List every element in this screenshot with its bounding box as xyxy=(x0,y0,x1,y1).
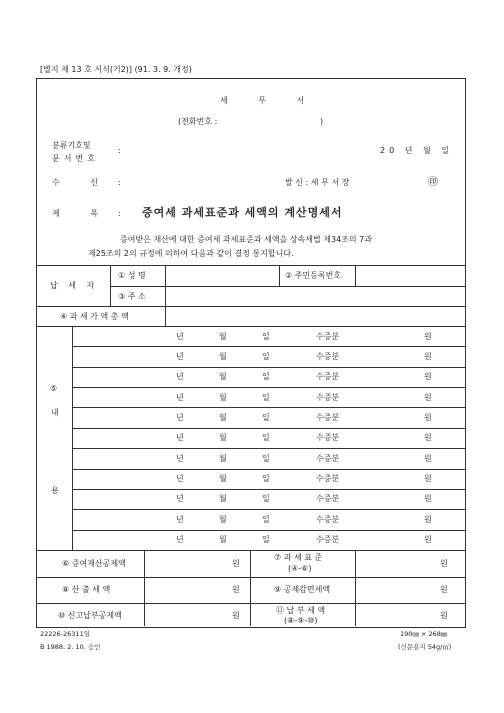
phone-close: ) xyxy=(320,117,324,126)
row-month: 월 xyxy=(219,474,227,483)
row-day: 일 xyxy=(262,494,270,504)
row-month: 월 xyxy=(219,372,227,382)
row-received: 수증분 xyxy=(316,494,340,504)
row-year: 년 xyxy=(176,474,184,483)
row-day: 일 xyxy=(262,453,270,463)
body-line-2: 제25조의 2의 규정에 의하여 다음과 같이 결정 통지합니다. xyxy=(88,249,294,258)
f11-won: 원 xyxy=(440,611,448,620)
row-won: 원 xyxy=(424,514,432,524)
f11-formula: (⑧-⑨-⑩) xyxy=(284,616,318,625)
office-title: 세 무 서 xyxy=(220,96,319,105)
footer-approval: B 1988. 2. 10. 승인 xyxy=(40,643,101,651)
f10-label: ⑩ 신고납부공제액 xyxy=(58,611,122,620)
row-month: 월 xyxy=(219,535,227,545)
f11-label: ⑪ 납 부 세 액 xyxy=(276,606,326,615)
row-won: 원 xyxy=(424,331,432,341)
row-won: 원 xyxy=(424,433,432,443)
f7-label: ⑦ 과 세 표 준 xyxy=(274,553,323,562)
row-received: 수증분 xyxy=(316,331,340,341)
row-month: 월 xyxy=(219,412,227,422)
f6-label: ⑥ 증여재산공제액 xyxy=(62,559,126,568)
row-day: 일 xyxy=(262,372,270,382)
row-day: 일 xyxy=(262,392,270,402)
taxpayer-label: 납 세 자 xyxy=(50,281,99,290)
row-month: 월 xyxy=(219,433,227,443)
address-label: ③ 주 소 xyxy=(118,292,146,301)
taxable-total-label: ④ 과 세 가 액 총 액 xyxy=(60,312,129,321)
f10-won: 원 xyxy=(232,611,240,620)
row-won: 원 xyxy=(424,474,432,483)
row-year: 년 xyxy=(176,392,184,402)
row-received: 수증분 xyxy=(316,474,340,483)
row-year: 년 xyxy=(176,453,184,463)
row-won: 원 xyxy=(424,351,432,361)
footer-paper: (신문용지 54g/㎡) xyxy=(398,643,452,651)
row-month: 월 xyxy=(219,453,227,463)
recipient-colon: : xyxy=(118,178,121,187)
phone-label: (전화번호 : xyxy=(178,117,218,126)
row-received: 수증분 xyxy=(316,372,340,382)
row-received: 수증분 xyxy=(316,412,340,422)
footer-size: 190㎜ × 268㎜ xyxy=(400,630,448,638)
row-month: 월 xyxy=(219,494,227,504)
row-year: 년 xyxy=(176,372,184,382)
row-received: 수증분 xyxy=(316,514,340,524)
f9-label: ⑨ 공제감면세액 xyxy=(274,585,331,594)
f6-won: 원 xyxy=(232,559,240,568)
row-month: 월 xyxy=(219,331,227,341)
f8-won: 원 xyxy=(232,585,240,594)
row-year: 년 xyxy=(176,494,184,504)
footer-code: 22226-26311일 xyxy=(40,630,90,638)
row-year: 년 xyxy=(176,351,184,361)
row-won: 원 xyxy=(424,412,432,422)
row-received: 수증분 xyxy=(316,535,340,545)
issue-date: 20 년 월 일 xyxy=(380,146,453,155)
f7-won: 원 xyxy=(440,559,448,568)
form-header: [별지 제 13 호 서식(기2)] (91. 3. 9. 개정) xyxy=(40,65,192,74)
row-day: 일 xyxy=(262,433,270,443)
row-won: 원 xyxy=(424,392,432,402)
id-label: ② 주민등록번호 xyxy=(285,271,342,280)
subject-label: 제 목 xyxy=(52,209,112,218)
row-month: 월 xyxy=(219,351,227,361)
row-received: 수증분 xyxy=(316,433,340,443)
class-label-2: 문서번호 xyxy=(52,154,99,163)
class-colon: : xyxy=(118,146,121,155)
row-year: 년 xyxy=(176,412,184,422)
row-day: 일 xyxy=(262,514,270,524)
row-day: 일 xyxy=(262,535,270,545)
row-won: 원 xyxy=(424,453,432,463)
row-day: 일 xyxy=(262,412,270,422)
row-received: 수증분 xyxy=(316,392,340,402)
row-day: 일 xyxy=(262,474,270,483)
body-line-1: 증여받은 재산에 대한 증여세 과세표준과 세액을 상속세법 제34조의 7과 xyxy=(120,235,372,244)
details-label: 내 xyxy=(51,408,59,417)
subject-colon: : xyxy=(118,209,121,218)
row-year: 년 xyxy=(176,331,184,341)
f8-label: ⑧ 산 출 세 액 xyxy=(62,585,111,594)
subject-title: 증여세 과세표준과 세액의 계산명세서 xyxy=(142,206,343,219)
name-label: ① 성 명 xyxy=(118,271,146,280)
row-month: 월 xyxy=(219,514,227,524)
f9-won: 원 xyxy=(440,585,448,594)
row-day: 일 xyxy=(262,331,270,341)
f7-formula: (④-⑥) xyxy=(288,564,312,573)
seal-mark: ㊞ xyxy=(428,177,438,188)
row-year: 년 xyxy=(176,433,184,443)
row-received: 수증분 xyxy=(316,453,340,463)
details-num: ⑤ xyxy=(50,384,58,393)
row-won: 원 xyxy=(424,494,432,504)
row-won: 원 xyxy=(424,372,432,382)
sender-label: 발 신 : 세 무 서 장 xyxy=(285,178,350,187)
recipient-label: 수 신 xyxy=(52,178,112,187)
row-year: 년 xyxy=(176,535,184,545)
class-label-1: 분류기호및 xyxy=(52,141,91,150)
row-won: 원 xyxy=(424,535,432,545)
form-frame xyxy=(36,78,466,628)
row-month: 월 xyxy=(219,392,227,402)
row-received: 수증분 xyxy=(316,351,340,361)
row-day: 일 xyxy=(262,351,270,361)
row-year: 년 xyxy=(176,514,184,524)
details-label-2: 용 xyxy=(51,486,59,495)
